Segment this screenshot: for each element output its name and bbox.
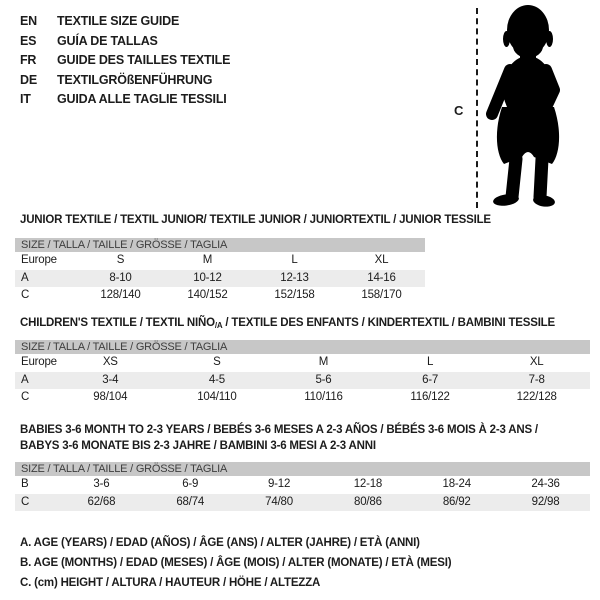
- table-row: [15, 252, 425, 270]
- row-label: B: [21, 478, 29, 490]
- size-header-bar: SIZE / TALLA / TAILLE / GRÖSSE / TAGLIA: [15, 340, 590, 354]
- height-cell: 104/110: [197, 391, 237, 403]
- age-cell: 24-36: [531, 478, 560, 490]
- age-cell: 12-13: [280, 271, 309, 284]
- table-row: [15, 372, 590, 390]
- table-row: [15, 389, 590, 407]
- lang-row-it: [20, 90, 230, 110]
- note-age-years: A. AGE (YEARS) / EDAD (AÑOS) / ÂGE (ANS) / ALTER (JAHRE) / ETÀ (ANNI): [20, 537, 420, 549]
- note-height-cm: C. (cm) HEIGHT / ALTURA / HAUTEUR / HÖHE / ALTEZZA: [20, 577, 321, 589]
- lang-label: TEXTILGRÖßENFÜHRUNG: [57, 72, 213, 87]
- row-label: C: [21, 391, 30, 403]
- height-cell: 68/74: [176, 495, 205, 508]
- lang-code: EN: [20, 14, 37, 28]
- height-cell: 128/140: [100, 289, 141, 301]
- age-cell: 18-24: [442, 478, 471, 490]
- height-cell: 158/170: [361, 289, 402, 301]
- babies-table-title: [20, 422, 538, 454]
- height-cell: 152/158: [274, 289, 315, 301]
- size-header-bar: SIZE / TALLA / TAILLE / GRÖSSE / TAGLIA: [15, 462, 590, 476]
- lang-label: TEXTILE SIZE GUIDE: [57, 14, 180, 28]
- size-cell: M: [202, 254, 213, 266]
- table-row: [15, 476, 590, 494]
- row-label: A: [21, 373, 29, 386]
- junior-table-title: JUNIOR TEXTILE / TEXTIL JUNIOR/ TEXTILE JUNIOR / JUNIORTEXTIL / JUNIOR TESSILE: [20, 214, 491, 226]
- lang-label: GUÍA DE TALLAS: [57, 33, 158, 48]
- size-cell: XS: [102, 356, 118, 368]
- age-cell: 3-6: [93, 478, 110, 490]
- baby-silhouette-icon: [483, 3, 575, 211]
- size-cell: L: [426, 356, 434, 368]
- lang-label: GUIDA ALLE TAGLIE TESSILI: [57, 92, 227, 106]
- row-label: Europe: [21, 254, 57, 266]
- height-cell: 116/122: [410, 391, 450, 403]
- age-cell: 4-5: [208, 373, 225, 386]
- table-row: [15, 270, 425, 288]
- age-cell: 8-10: [109, 271, 132, 284]
- height-cell: 122/128: [516, 391, 557, 403]
- lang-row-de: [20, 71, 230, 91]
- size-cell: XL: [529, 356, 544, 368]
- size-cell: M: [318, 356, 329, 368]
- size-cell: XL: [374, 254, 389, 266]
- age-cell: 14-16: [367, 271, 396, 284]
- row-label: Europe: [21, 356, 57, 368]
- height-measure-figure: [450, 0, 600, 215]
- size-cell: S: [213, 356, 221, 368]
- row-label: C: [21, 495, 30, 508]
- height-cell: 80/86: [354, 495, 382, 508]
- height-cell: 92/98: [531, 495, 560, 508]
- title-subscript: /A: [214, 321, 223, 330]
- title-line-2: BABYS 3-6 MONATE BIS 2-3 JAHRE / BAMBINI 3-6 MESI A 2-3 ANNI: [20, 440, 376, 452]
- age-cell: 10-12: [193, 271, 222, 284]
- height-cell: 98/104: [93, 391, 128, 403]
- title-text: CHILDREN'S TEXTILE / TEXTIL NIÑO: [20, 317, 215, 329]
- junior-size-table: [15, 238, 425, 305]
- age-cell: 6-9: [182, 478, 199, 490]
- age-cell: 9-12: [267, 478, 291, 490]
- title-text: / TEXTILE DES ENFANTS / KINDERTEXTIL / BAMBINI TESSILE: [222, 317, 555, 329]
- height-cell: 110/116: [304, 391, 343, 403]
- table-row: [15, 354, 590, 372]
- lang-row-fr: [20, 51, 230, 71]
- size-header-bar: SIZE / TALLA / TAILLE / GRÖSSE / TAGLIA: [15, 238, 425, 252]
- age-cell: 3-4: [102, 373, 119, 386]
- lang-code: IT: [20, 92, 31, 106]
- lang-code: FR: [20, 53, 37, 67]
- age-cell: 5-6: [315, 373, 332, 386]
- legend-notes: [20, 533, 451, 593]
- age-cell: 6-7: [422, 373, 439, 386]
- lang-code: DE: [20, 72, 37, 87]
- language-header: [20, 12, 230, 110]
- age-cell: 7-8: [528, 373, 545, 386]
- title-line-1: BABIES 3-6 MONTH TO 2-3 YEARS / BEBÉS 3-6 MESES A 2-3 AÑOS / BÉBÉS 3-6 MOIS À 2-3 ANS /: [20, 424, 538, 436]
- lang-row-es: [20, 32, 230, 52]
- height-cell: 86/92: [442, 495, 471, 508]
- lang-row-en: [20, 12, 230, 32]
- table-row: [15, 287, 425, 305]
- row-label: A: [21, 271, 29, 284]
- height-cell: 62/68: [87, 495, 116, 508]
- children-size-table: [15, 340, 590, 407]
- table-row: [15, 494, 590, 512]
- height-dashed-line: [476, 8, 478, 208]
- note-age-months: B. AGE (MONTHS) / EDAD (MESES) / ÂGE (MOIS) / ALTER (MONATE) / ETÀ (MESI): [20, 557, 452, 569]
- size-cell: L: [291, 254, 298, 266]
- size-cell: S: [116, 254, 125, 266]
- babies-size-table: [15, 462, 590, 511]
- lang-code: ES: [20, 33, 37, 48]
- age-cell: 12-18: [353, 478, 383, 490]
- lang-label: GUIDE DES TAILLES TEXTILE: [57, 53, 231, 67]
- measure-label-c: C: [454, 103, 464, 118]
- height-cell: 140/152: [187, 289, 228, 301]
- row-label: C: [21, 289, 30, 301]
- children-table-title: [20, 317, 555, 330]
- height-cell: 74/80: [265, 495, 293, 508]
